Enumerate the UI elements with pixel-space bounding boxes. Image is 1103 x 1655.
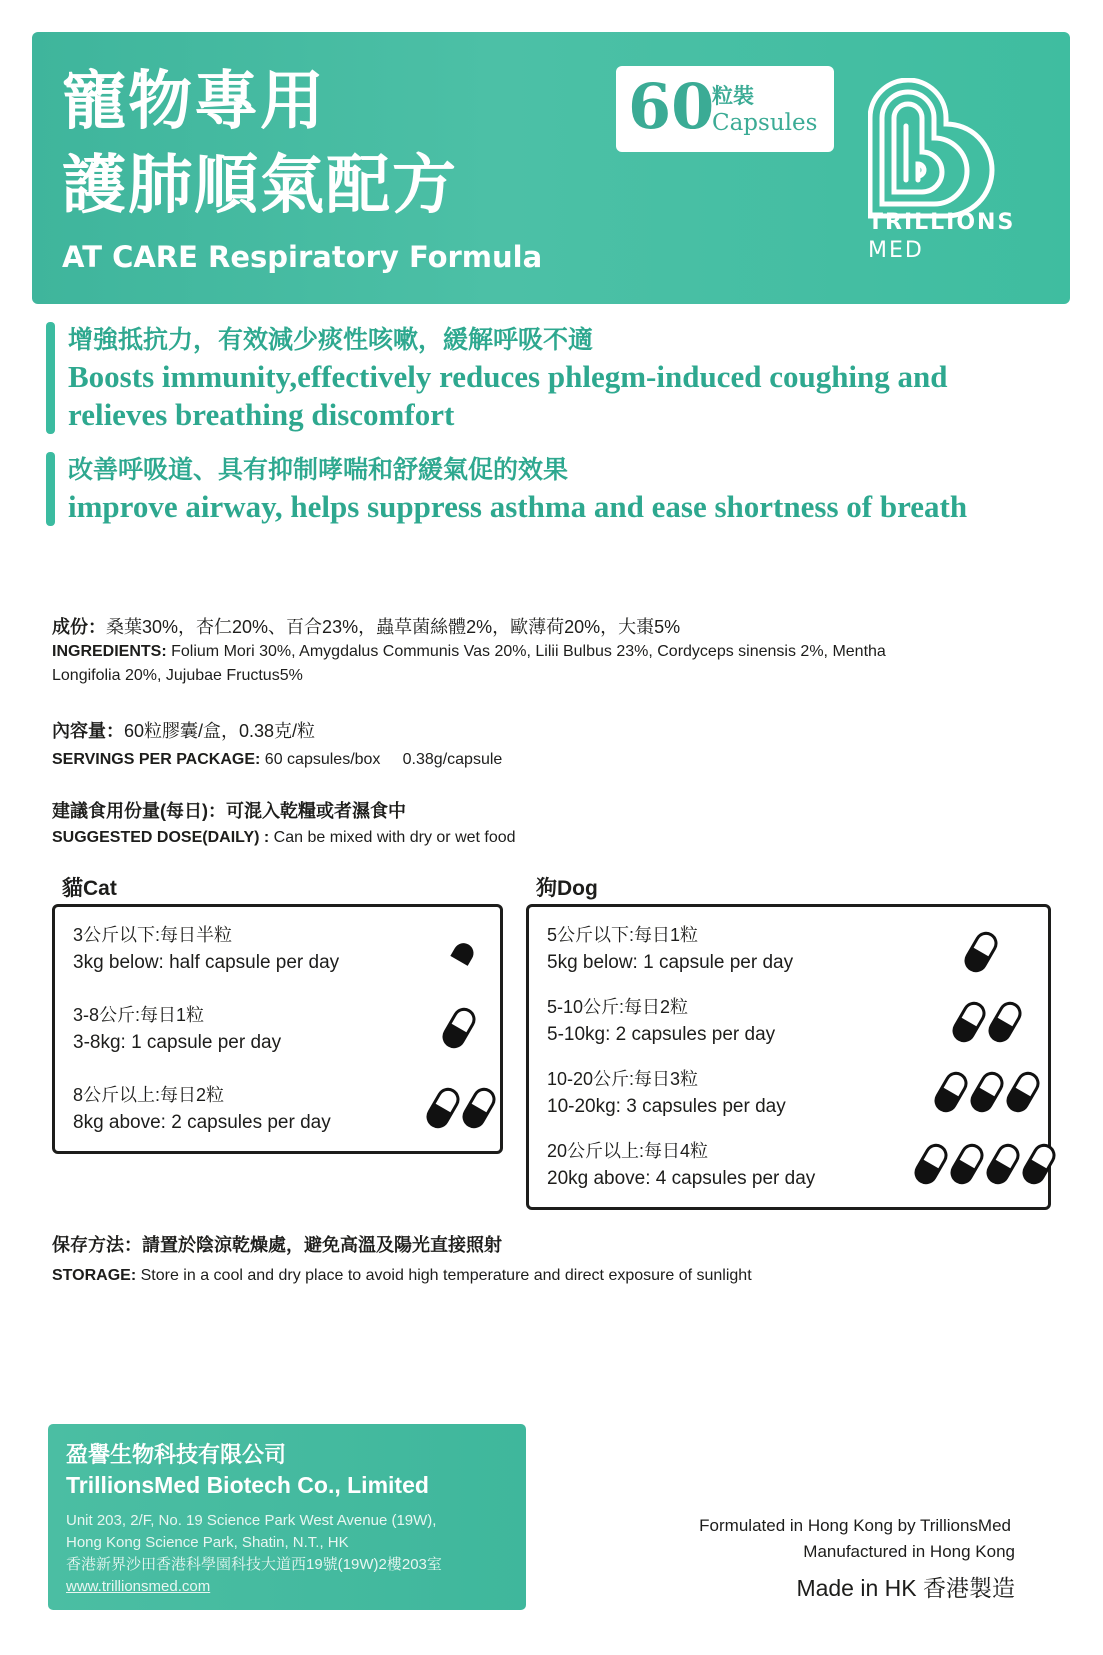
cat-row-1-en: 3kg below: half capsule per day [73, 952, 340, 973]
cat-row-3-zh: 8公斤以上:每日2粒 [73, 1085, 225, 1105]
capsule-icon [987, 1001, 1023, 1043]
capsule-icon [949, 1143, 985, 1185]
cat-row-2-en: 3-8kg: 1 capsule per day [73, 1032, 282, 1053]
dog-row [547, 993, 775, 1049]
claim-accent-bar [46, 452, 55, 526]
capsule-icon [461, 1087, 497, 1129]
servings-section [52, 718, 952, 772]
origin-manufactured: Manufactured in Hong Kong [803, 1542, 1015, 1561]
capsule-icon [951, 1001, 987, 1043]
capsule-icon [969, 1071, 1005, 1113]
dog-row [547, 1065, 786, 1121]
capsule-icon [425, 1087, 461, 1129]
servings-label-zh: 內容量： [52, 721, 124, 741]
capsule-icon [1021, 1143, 1057, 1185]
company-name-en: TrillionsMed Biotech Co., Limited [66, 1472, 429, 1498]
trillionsmed-logo-icon [868, 78, 1048, 228]
address-line-3: 香港新界沙田香港科學園科技大道西19號(19W)2樓203室 [66, 1556, 442, 1573]
address-line-1: Unit 203, 2/F, No. 19 Science Park West Avenue (19W), [66, 1512, 437, 1529]
servings-value-en: 60 capsules/box 0.38g/capsule [264, 751, 503, 768]
capsule-icon [913, 1143, 949, 1185]
dog-row-4-capsules [913, 1143, 1057, 1185]
dog-row-4-zh: 20公斤以上:每日4粒 [547, 1141, 709, 1161]
half-capsule-icon [445, 933, 481, 975]
cat-row [73, 1081, 331, 1137]
dog-row-4-en: 20kg above: 4 capsules per day [547, 1168, 816, 1189]
capsule-icon [441, 1007, 477, 1049]
ingredients-section [52, 614, 952, 688]
cat-title: 貓Cat [62, 877, 117, 900]
dog-row-3-zh: 10-20公斤:每日3粒 [547, 1069, 699, 1089]
ingredients-label-zh: 成份： [52, 617, 106, 637]
storage-section [52, 1232, 952, 1288]
dog-row [547, 1137, 815, 1193]
dog-row-1-zh: 5公斤以下:每日1粒 [547, 925, 699, 945]
dog-row-2-en: 5-10kg: 2 capsules per day [547, 1024, 776, 1045]
badge-number: 60 [628, 70, 715, 143]
dose-section [52, 798, 952, 850]
claim-2 [46, 452, 988, 526]
origin-formulated: Formulated in Hong Kong by TrillionsMed [699, 1516, 1011, 1535]
company-website-link[interactable]: www.trillionsmed.com [66, 1578, 211, 1595]
capsule-icon [933, 1071, 969, 1113]
cat-row-3-en: 8kg above: 2 capsules per day [73, 1112, 331, 1133]
servings-value-zh: 60粒膠囊/盒，0.38克/粒 [124, 721, 316, 741]
claim-2-zh: 改善呼吸道、具有抑制哮喘和舒緩氣促的效果 [68, 455, 569, 484]
header-banner [32, 32, 1070, 304]
storage-value-en: Store in a cool and dry place to avoid high temperature and direct exposure of sunlight [140, 1267, 752, 1284]
badge-unit-zh: 粒裝 [712, 83, 754, 108]
dog-title: 狗Dog [536, 877, 598, 900]
title-zh-line2: 護肺順氣配方 [62, 148, 458, 223]
claim-1-zh: 增強抵抗力，有效減少痰性咳嗽，緩解呼吸不適 [68, 325, 594, 354]
claim-1 [46, 322, 988, 434]
dog-row-3-en: 10-20kg: 3 capsules per day [547, 1096, 786, 1117]
claim-2-en: improve airway, helps suppress asthma and ease shortness of breath [68, 489, 968, 524]
origin-made-in-hk: Made in HK 香港製造 [796, 1575, 1015, 1601]
product-title-en: AT CARE Respiratory Formula [62, 240, 543, 274]
product-title-zh [62, 60, 458, 228]
cat-row-2-zh: 3-8公斤:每日1粒 [73, 1005, 205, 1025]
cat-row [73, 921, 339, 977]
cat-row-1-zh: 3公斤以下:每日半粒 [73, 925, 233, 945]
cat-row [73, 1001, 281, 1057]
badge-unit-en: Capsules [712, 110, 818, 136]
ingredients-value-zh: 桑葉30%，杏仁20%、百合23%，蟲草菌絲體2%，歐薄荷20%，大棗5% [106, 617, 681, 637]
cat-row-3-capsules [425, 1087, 497, 1129]
storage-label-en: STORAGE: [52, 1267, 137, 1284]
capsule-icon [1005, 1071, 1041, 1113]
company-address [66, 1510, 442, 1598]
storage-value-zh: 請置於陰涼乾燥處，避免高溫及陽光直接照射 [142, 1235, 502, 1255]
title-zh-line1: 寵物專用 [62, 64, 326, 139]
dose-label-en: SUGGESTED DOSE(DAILY) : [52, 829, 270, 846]
ingredients-label-en: INGREDIENTS: [52, 643, 167, 660]
cat-row-1-capsules [445, 933, 481, 975]
servings-label-en: SERVINGS PER PACKAGE: [52, 751, 261, 768]
cat-dosage-box [52, 904, 503, 1154]
dog-row-1-capsules [963, 931, 999, 973]
dog-row-1-en: 5kg below: 1 capsule per day [547, 952, 794, 973]
dose-value-zh: 可混入乾糧或者濕食中 [226, 801, 406, 821]
cat-row-2-capsules [441, 1007, 477, 1049]
company-info-box [48, 1424, 526, 1610]
dog-dosage-box [526, 904, 1051, 1210]
dog-row-2-capsules [951, 1001, 1023, 1043]
dog-row-3-capsules [933, 1071, 1041, 1113]
capsule-count-badge [616, 66, 834, 152]
brand-name-line2: MED [868, 238, 924, 263]
claim-1-en: Boosts immunity,effectively reduces phlegm-induced coughing and relieves breathing discomfort [68, 359, 948, 432]
claim-accent-bar [46, 322, 55, 434]
dog-row [547, 921, 793, 977]
ingredients-value-en: Folium Mori 30%, Amygdalus Communis Vas 20%, Lilii Bulbus 23%, Cordyceps sinensis 2%, Mentha Longifolia 20%, Jujubae Fructus5% [52, 643, 886, 684]
storage-label-zh: 保存方法： [52, 1235, 142, 1255]
brand-name-line1: TRILLIONS [868, 210, 1016, 235]
dog-row-2-zh: 5-10公斤:每日2粒 [547, 997, 689, 1017]
dose-value-en: Can be mixed with dry or wet food [273, 829, 516, 846]
dose-label-zh: 建議食用份量(每日)： [52, 801, 226, 821]
capsule-icon [985, 1143, 1021, 1185]
capsule-icon [963, 931, 999, 973]
address-line-2: Hong Kong Science Park, Shatin, N.T., HK [66, 1534, 349, 1551]
company-name-zh: 盈譽生物科技有限公司 [66, 1442, 287, 1467]
